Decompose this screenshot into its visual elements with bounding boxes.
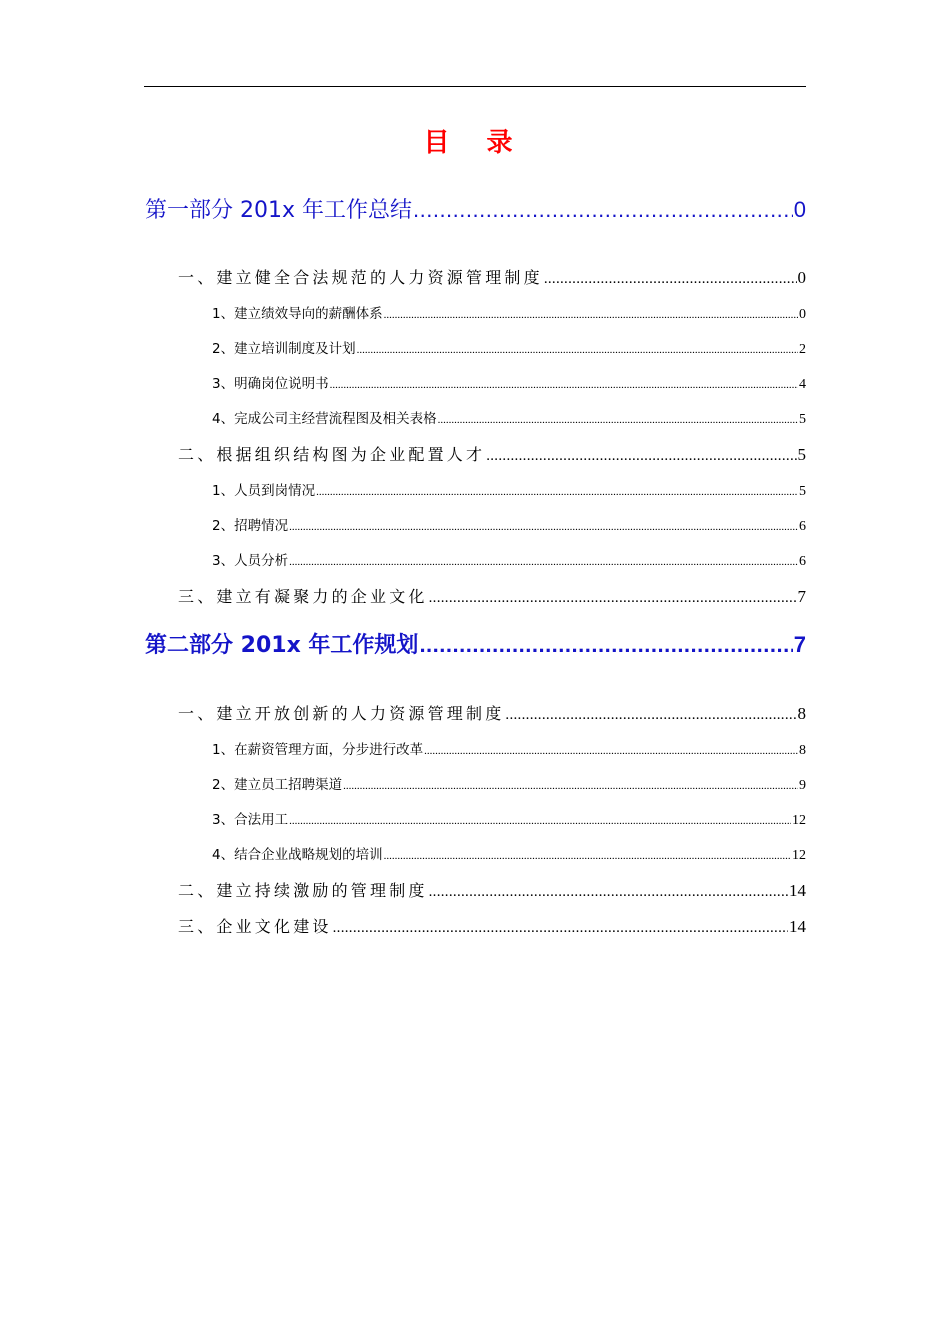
toc-page-number: 7 (793, 632, 806, 657)
toc-entry-label: 三、建立有凝聚力的企业文化 (178, 587, 428, 606)
toc-page-number: 7 (797, 587, 806, 606)
toc-entry-label: 3、明确岗位说明书 (212, 376, 329, 392)
toc-page-number: 8 (797, 704, 806, 723)
dot-leader (289, 815, 791, 827)
dot-leader (357, 344, 798, 356)
toc-subsection[interactable] (212, 843, 806, 864)
dot-leader (384, 309, 798, 321)
toc-page-number: 0 (799, 307, 806, 322)
toc-page-number: 8 (799, 743, 806, 758)
dot-leader (343, 780, 798, 792)
toc-subsection[interactable] (212, 549, 806, 570)
toc-section[interactable] (178, 584, 806, 607)
header-rule (144, 86, 806, 87)
toc-entry-label: 2、建立培训制度及计划 (212, 341, 356, 357)
dot-leader (438, 414, 798, 426)
dot-leader (486, 448, 796, 465)
toc-page-number: 0 (797, 268, 806, 287)
toc-entry-label: 3、合法用工 (212, 812, 289, 828)
dot-leader (330, 379, 798, 391)
toc-title: 目 录 (423, 128, 527, 158)
dot-leader (419, 632, 792, 658)
toc-section[interactable] (178, 442, 806, 465)
toc-page-number: 6 (799, 519, 806, 534)
toc-subsection[interactable] (212, 514, 806, 535)
toc-subsection[interactable] (212, 372, 806, 393)
toc-page-number: 0 (793, 197, 806, 222)
toc-entry-label: 4、完成公司主经营流程图及相关表格 (212, 411, 437, 427)
toc-page-number: 14 (789, 881, 806, 900)
toc-entry-label: 第二部分 201x 年工作规划 (145, 633, 419, 658)
toc-entry-label: 4、结合企业战略规划的培训 (212, 847, 383, 863)
toc-page-number: 12 (792, 848, 806, 863)
toc-section[interactable] (178, 701, 806, 724)
toc-page-number: 5 (799, 412, 806, 427)
toc-subsection[interactable] (212, 302, 806, 323)
toc-subsection[interactable] (212, 738, 806, 759)
toc-entry-label: 一、建立开放创新的人力资源管理制度 (178, 704, 505, 723)
toc-entry-label: 三、企业文化建设 (178, 917, 332, 936)
toc-entry-label: 2、建立员工招聘渠道 (212, 777, 343, 793)
toc-page-number: 12 (792, 813, 806, 828)
toc-subsection[interactable] (212, 773, 806, 794)
toc-page-number: 2 (799, 342, 806, 357)
toc-entry-label: 第一部分 201x 年工作总结 (145, 198, 412, 223)
toc-section[interactable] (178, 265, 806, 288)
toc-part-2[interactable] (145, 628, 806, 659)
dot-leader (413, 197, 793, 223)
toc-subsection[interactable] (212, 479, 806, 500)
toc-entry-label: 一、建立健全合法规范的人力资源管理制度 (178, 268, 543, 287)
dot-leader (424, 745, 798, 757)
dot-leader (429, 590, 797, 607)
dot-leader (429, 884, 788, 901)
toc-entry-label: 二、根据组织结构图为企业配置人才 (178, 445, 486, 464)
toc-page-number: 6 (799, 554, 806, 569)
toc-page-number: 5 (797, 445, 806, 464)
toc-entry-label: 2、招聘情况 (212, 518, 289, 534)
toc-section[interactable] (178, 878, 806, 901)
toc-page-number: 14 (789, 917, 806, 936)
toc-subsection[interactable] (212, 407, 806, 428)
dot-leader (333, 920, 788, 937)
toc-page-number: 4 (799, 377, 806, 392)
toc-section[interactable] (178, 914, 806, 937)
dot-leader (384, 850, 791, 862)
toc-subsection[interactable] (212, 808, 806, 829)
toc-entry-label: 1、建立绩效导向的薪酬体系 (212, 306, 383, 322)
dot-leader (505, 707, 796, 724)
toc-page-number: 5 (799, 484, 806, 499)
dot-leader (544, 271, 797, 288)
toc-subsection[interactable] (212, 337, 806, 358)
dot-leader (289, 556, 798, 568)
toc-entry-label: 3、人员分析 (212, 553, 289, 569)
toc-page-number: 9 (799, 778, 806, 793)
toc-entry-label: 二、建立持续激励的管理制度 (178, 881, 428, 900)
dot-leader (316, 486, 798, 498)
toc-entry-label: 1、在薪资管理方面，分步进行改革 (212, 742, 424, 758)
toc-part-1[interactable] (145, 193, 806, 224)
toc-entry-label: 1、人员到岗情况 (212, 483, 316, 499)
dot-leader (289, 521, 798, 533)
